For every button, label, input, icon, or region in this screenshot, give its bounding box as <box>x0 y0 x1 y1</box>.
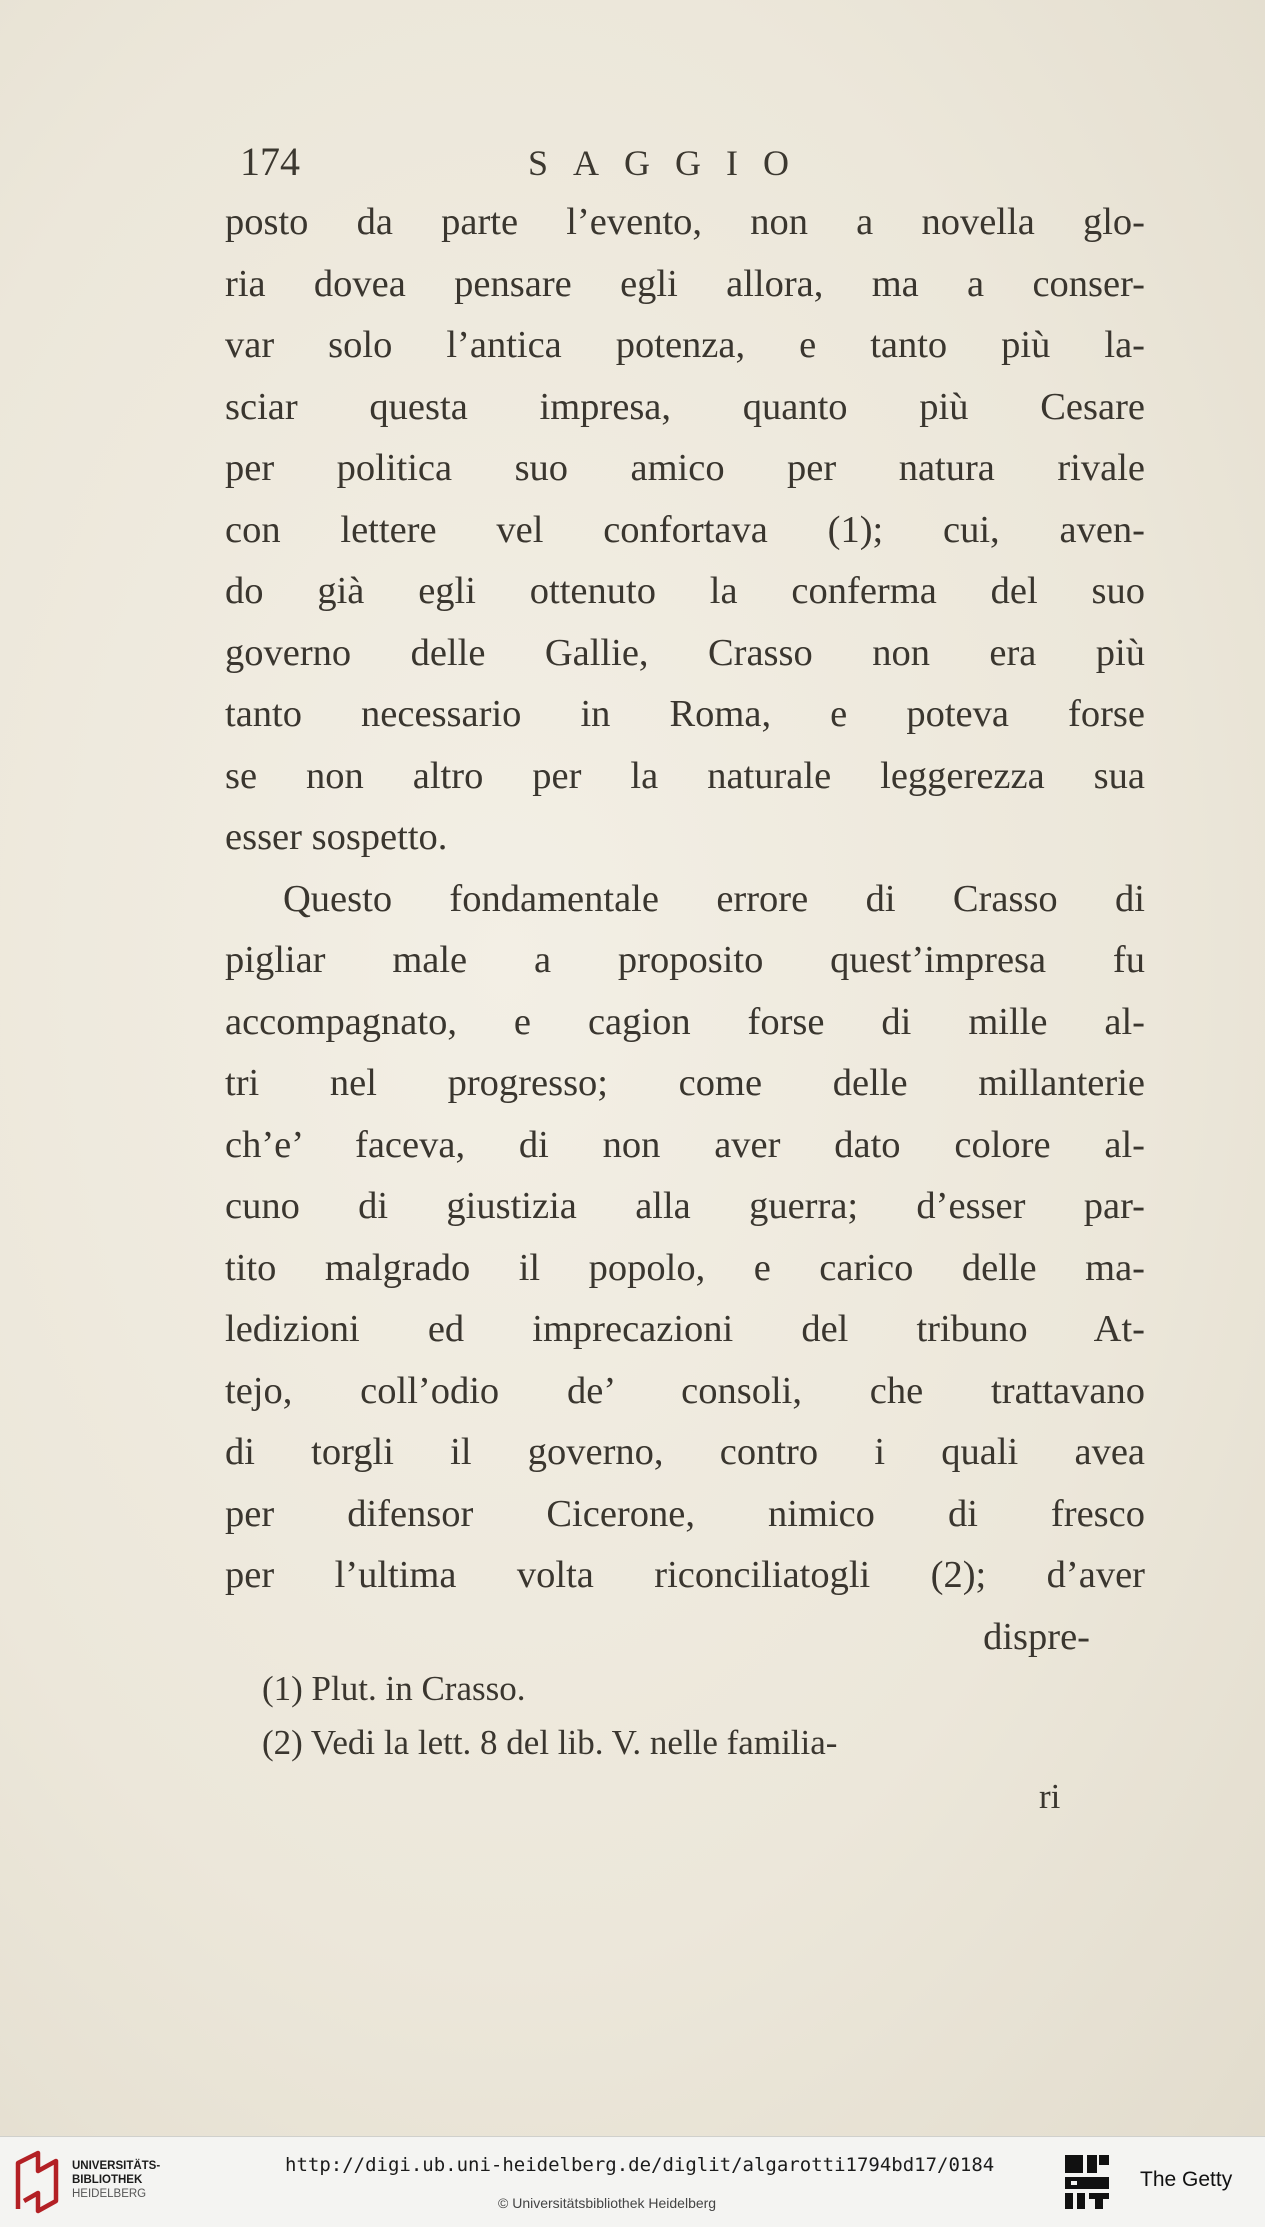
text-line: accompagnato, e cagion forse di mille al- <box>225 1000 1145 1043</box>
text-line: sciar questa impresa, quanto più Cesare <box>225 385 1145 428</box>
text-line: per politica suo amico per natura rivale <box>225 447 1145 489</box>
footnote-catchword: ri <box>1039 1777 1061 1816</box>
footnote-2: (2) Vedi la lett. 8 del lib. V. nelle familia- <box>262 1723 838 1762</box>
text-line: ria dovea pensare egli allora, ma a conser- <box>225 262 1145 305</box>
text-line: pigliar male a proposito quest’impresa fu <box>225 939 1145 981</box>
text-line: esser sospetto. <box>225 816 448 858</box>
text-line: governo delle Gallie, Crasso non era più <box>225 631 1145 674</box>
text-line: con lettere vel confortava (1); cui, aven- <box>225 508 1145 551</box>
text-line: posto da parte l’evento, non a novella glo- <box>225 201 1145 243</box>
text-line: tejo, coll’odio de’ consoli, che trattavano <box>225 1369 1145 1412</box>
text-line: var solo l’antica potenza, e tanto più la- <box>225 324 1145 366</box>
page-number: 174 <box>240 139 300 184</box>
running-head <box>240 138 1140 188</box>
text-line: tri nel progresso; come delle millanterie <box>225 1062 1145 1104</box>
getty-logo-icon[interactable] <box>1063 2153 1111 2211</box>
text-line: ledizioni ed imprecazioni del tribuno At- <box>225 1308 1145 1350</box>
text-line: tito malgrado il popolo, e carico delle ma- <box>225 1246 1145 1289</box>
library-line-1: UNIVERSITÄTS- <box>72 2160 161 2172</box>
catchword: dispre- <box>983 1615 1090 1658</box>
running-title: SAGGIO <box>528 143 815 183</box>
text-line: ch’e’ faceva, di non aver dato colore al- <box>225 1123 1145 1166</box>
text-line: per l’ultima volta riconciliatogli (2); d’aver <box>225 1554 1145 1596</box>
text-line: Questo fondamentale errore di Crasso di <box>283 877 1145 920</box>
text-line: di torgli il governo, contro i quali avea <box>225 1431 1145 1473</box>
text-line: tanto necessario in Roma, e poteva forse <box>225 693 1145 735</box>
body-text <box>225 192 1145 1668</box>
text-line: per difensor Cicerone, nimico di fresco <box>225 1492 1145 1535</box>
heidelberg-library-logo-icon[interactable] <box>14 2149 66 2215</box>
partner-name: The Getty <box>1140 2168 1233 2191</box>
permalink-url[interactable]: http://digi.ub.uni-heidelberg.de/diglit/algarotti1794bd17/0184 <box>285 2154 995 2176</box>
library-line-2: BIBLIOTHEK <box>72 2174 143 2186</box>
library-line-3: HEIDELBERG <box>72 2188 147 2200</box>
footnote-1: (1) Plut. in Crasso. <box>262 1669 526 1708</box>
text-line: se non altro per la naturale leggerezza sua <box>225 754 1145 797</box>
viewer-footer <box>0 2136 1265 2227</box>
footnotes <box>262 1662 1142 1824</box>
text-line: cuno di giustizia alla guerra; d’esser par- <box>225 1185 1145 1227</box>
text-line: do già egli ottenuto la conferma del suo <box>225 570 1145 612</box>
library-name <box>72 2159 160 2201</box>
copyright-notice: © Universitätsbibliothek Heidelberg <box>498 2195 717 2211</box>
